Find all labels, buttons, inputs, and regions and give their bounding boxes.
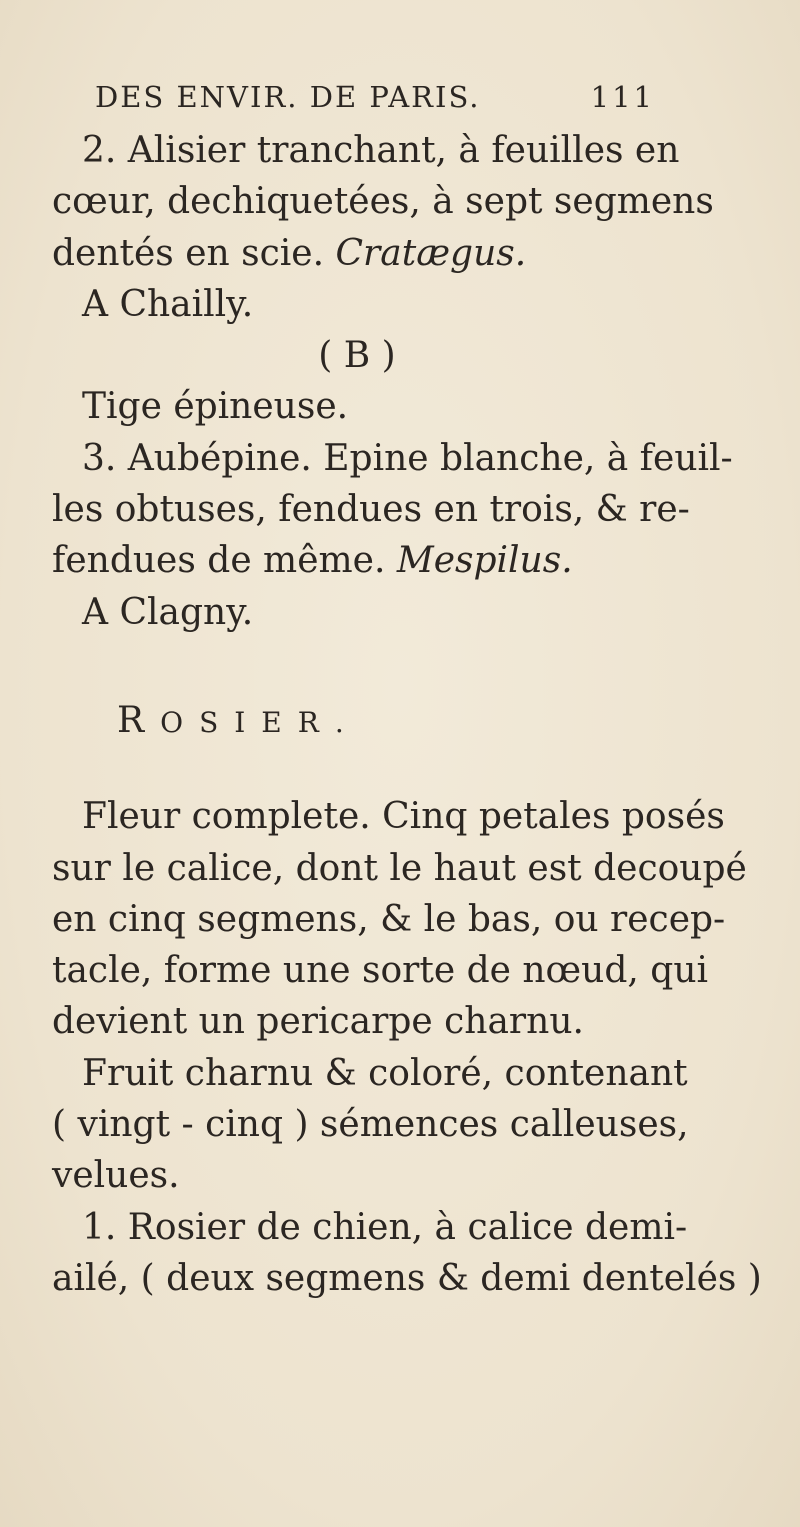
section-heading bbox=[52, 695, 662, 746]
text-line: les obtuses, fendues en trois, & re- bbox=[52, 489, 690, 531]
text-line: Fleur complete. Cinq petales posés bbox=[82, 796, 725, 838]
text-line: 3. Aubépine. Epine blanche, à feuil- bbox=[82, 437, 733, 479]
running-title: DES ENVIR. DE PARIS. bbox=[95, 80, 481, 114]
latin-name: Cratægus. bbox=[335, 232, 527, 274]
text-line: 2. Alisier tranchant, à feuilles en bbox=[82, 130, 680, 171]
text-line bbox=[52, 228, 662, 279]
text-line: A Chailly. bbox=[82, 283, 254, 325]
running-head bbox=[95, 80, 655, 120]
heading-initial: R bbox=[117, 699, 161, 741]
body-text bbox=[52, 125, 762, 1304]
heading-rest: OSIER. bbox=[160, 705, 360, 739]
text-line: Tige épineuse. bbox=[82, 386, 349, 428]
text-line: cœur, dechiquetées, à sept segmens bbox=[52, 181, 714, 223]
text-line: 1. Rosier de chien, à calice demi- bbox=[82, 1206, 688, 1248]
text-line: sur le calice, dont le haut est decoupé bbox=[52, 847, 747, 889]
text-span: dentés en scie. bbox=[52, 232, 325, 274]
text-line: velues. bbox=[52, 1155, 180, 1197]
text-line: devient un pericarpe charnu. bbox=[52, 1001, 584, 1043]
text-line: Fruit charnu & coloré, contenant bbox=[82, 1052, 688, 1094]
text-line: ( vingt - cinq ) sémences calleuses, bbox=[52, 1104, 689, 1146]
section-marker: ( B ) bbox=[318, 335, 396, 377]
text-line: tacle, forme une sorte de nœud, qui bbox=[52, 950, 709, 992]
page-number: 111 bbox=[590, 80, 655, 114]
text-line bbox=[52, 535, 662, 586]
text-line: ailé, ( deux segmens & demi dentelés ) bbox=[52, 1257, 762, 1299]
text-line: en cinq segmens, & le bas, ou recep- bbox=[52, 898, 726, 940]
latin-name: Mespilus. bbox=[396, 540, 573, 582]
text-line: A Clagny. bbox=[82, 591, 254, 633]
text-span: fendues de même. bbox=[52, 540, 386, 582]
